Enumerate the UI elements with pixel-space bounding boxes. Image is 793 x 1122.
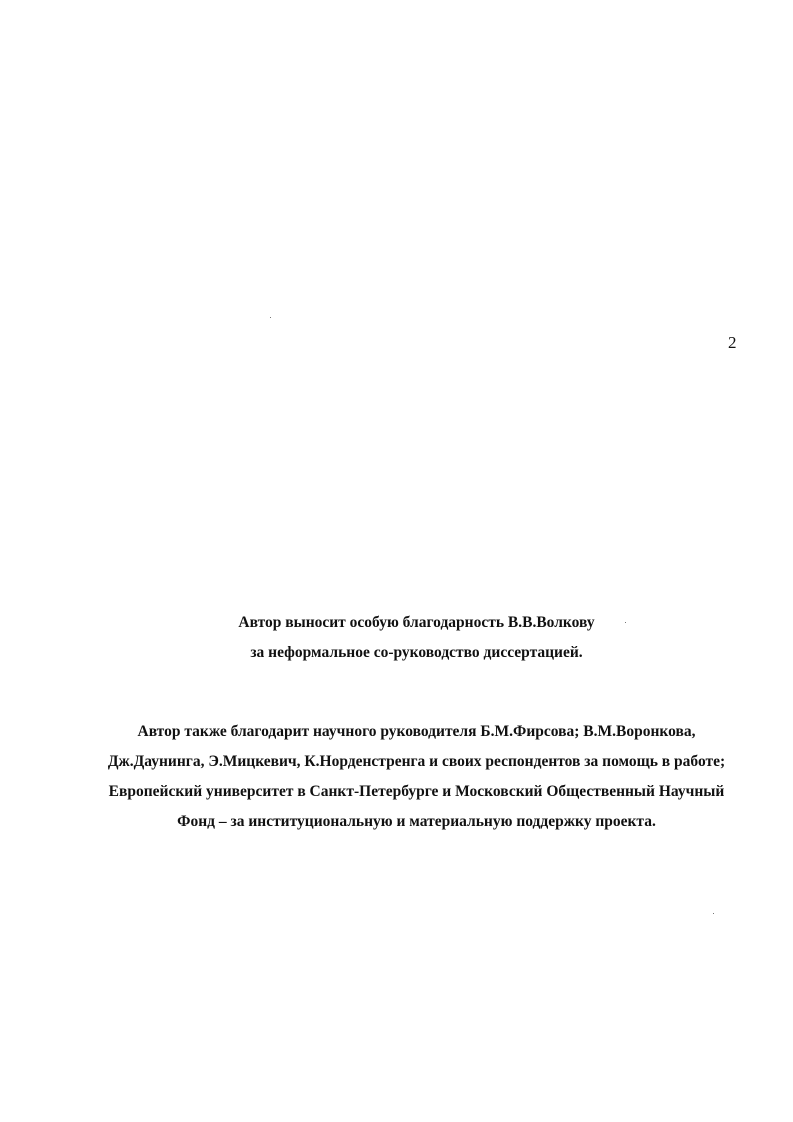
scan-speck xyxy=(625,622,626,623)
acknowledgement-line: Автор выносит особую благодарность В.В.Волкову xyxy=(238,614,595,631)
acknowledgement-line: Фонд – за институциональную и материальную поддержку проекта. xyxy=(177,813,656,830)
acknowledgement-line: Автор также благодарит научного руководителя Б.М.Фирсова; В.М.Воронкова, xyxy=(137,723,696,740)
acknowledgement-line: за неформальное со-руководство диссертацией. xyxy=(250,644,583,661)
page-number: 2 xyxy=(728,333,737,352)
acknowledgement-line: Европейский университет в Санкт-Петербурге и Московский Общественный Научный xyxy=(108,783,725,800)
acknowledgement-secondary xyxy=(60,717,773,837)
acknowledgement-primary xyxy=(60,608,773,668)
scan-speck xyxy=(270,317,271,318)
scan-speck xyxy=(713,913,714,914)
acknowledgement-line: Дж.Даунинга, Э.Мицкевич, К.Норденстренга и своих респондентов за помощь в работе; xyxy=(107,753,726,770)
